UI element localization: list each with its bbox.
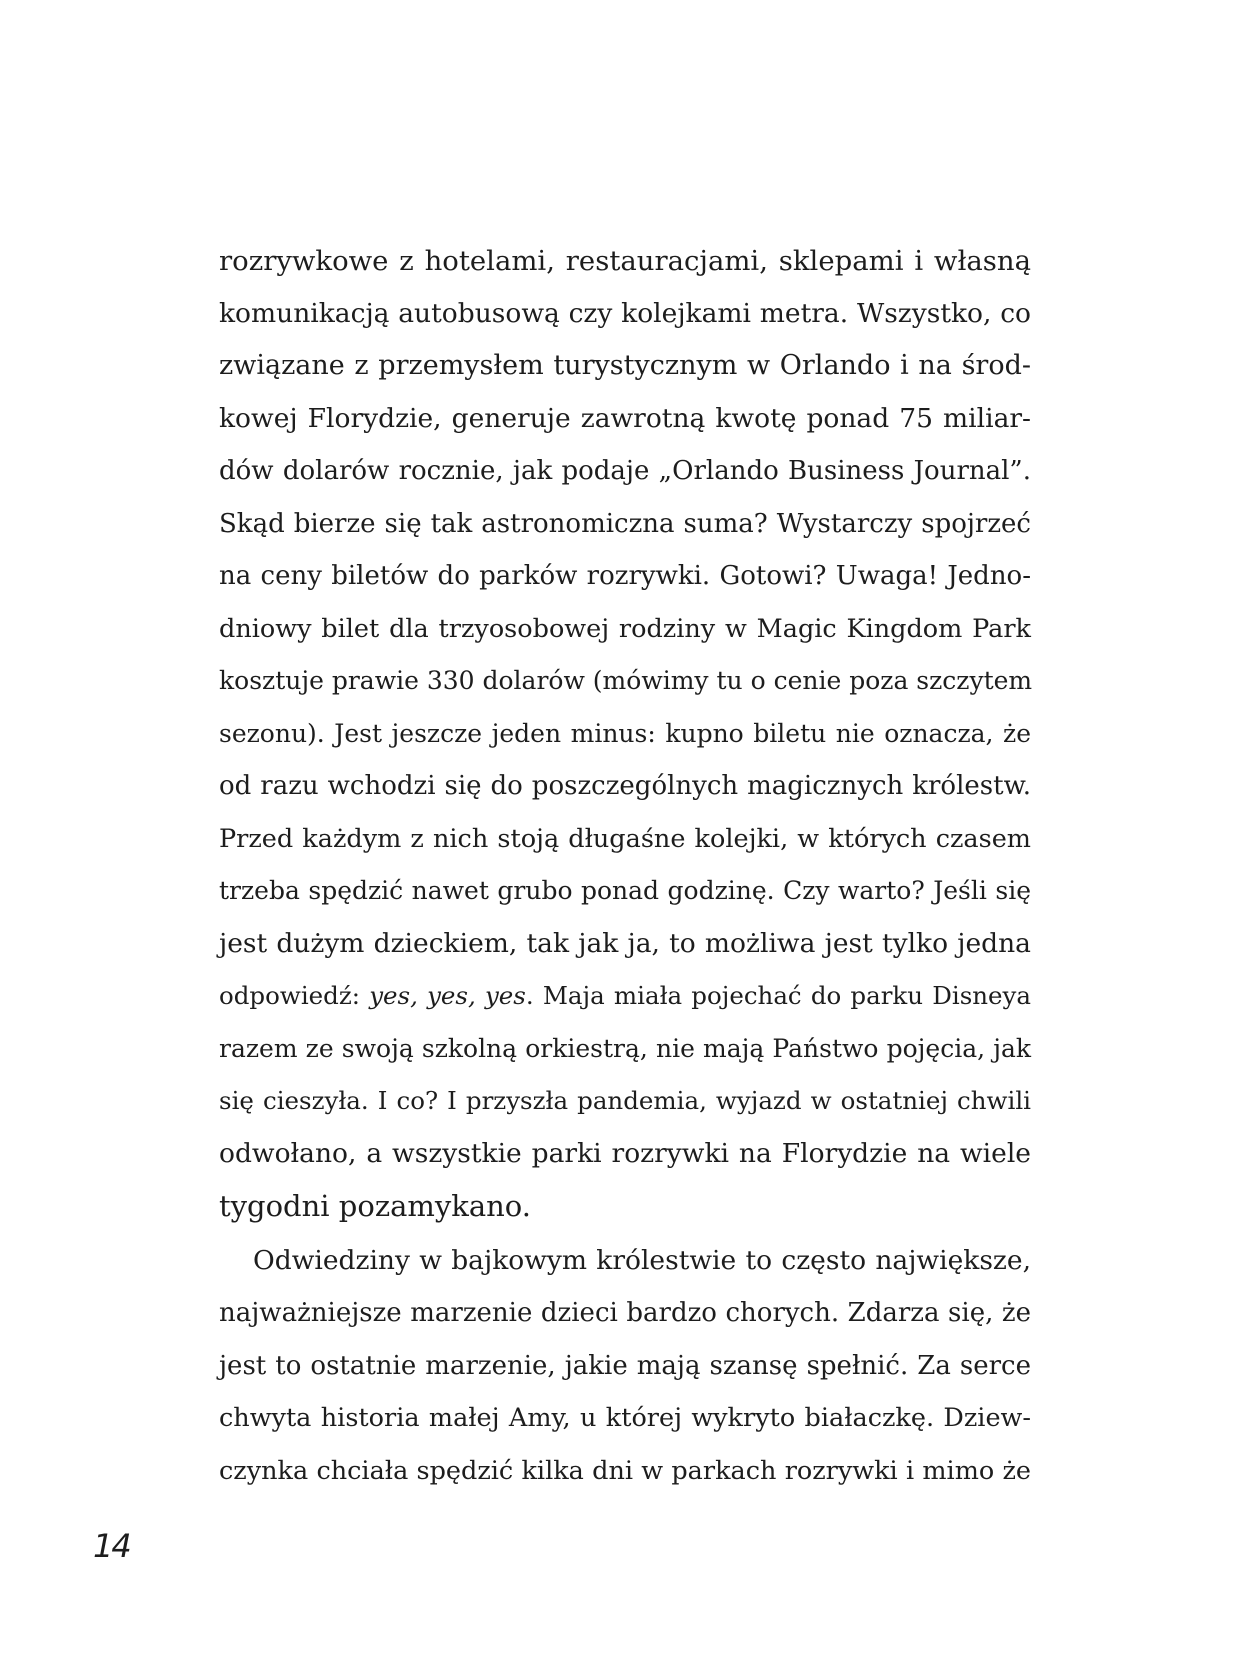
paragraph-1 [219,235,1031,1233]
text-line: czynka chciała spędzić kilka dni w parkach rozrywki i mimo że [219,1455,1031,1486]
text-line: odwołano, a wszystkie parki rozrywki na Florydzie na wiele [219,1137,1031,1169]
text-line: tygodni pozamykano. [219,1189,531,1223]
body-text [219,235,1031,1497]
text-line: na ceny biletów do parków rozrywki. Gotowi? Uwaga! Jedno- [219,561,1031,591]
text-line: kowej Florydzie, generuje zawrotną kwotę ponad 75 miliar- [219,402,1031,434]
text-line: trzeba spędzić nawet grubo ponad godzinę. Czy warto? Jeśli się [219,876,1031,905]
text-line: się cieszyła. I co? I przyszła pandemia, wyjazd w ostatniej chwili [219,1086,1031,1115]
text-line: dniowy bilet dla trzyosobowej rodziny w Magic Kingdom Park [219,613,1031,644]
text-line: chwyta historia małej Amy, u której wykryto białaczkę. Dziew- [219,1403,1031,1433]
text-line: odpowiedź: yes, yes, yes. Maja miała pojechać do parku Disneya [219,981,1032,1010]
emphasis-text: yes, yes, yes [369,981,526,1010]
text-line: komunikacją autobusową czy kolejkami metra. Wszystko, co [219,297,1031,329]
page-number: 14 [93,1527,130,1565]
text-line: razem ze swoją szkolną orkiestrą, nie mają Państwo pojęcia, jak [219,1033,1031,1063]
text-line: Skąd bierze się tak astronomiczna suma? Wystarczy spojrzeć [219,508,1031,539]
text-line: sezonu). Jest jeszcze jeden minus: kupno biletu nie oznacza, że [219,718,1031,748]
paragraph-2 [219,1235,1031,1498]
text-line: od razu wchodzi się do poszczególnych magicznych królestw. [219,771,1031,801]
text-line: rozrywkowe z hotelami, restauracjami, sklepami i własną [219,245,1031,277]
text-line: związane z przemysłem turystycznym w Orlando i na środ- [219,350,1031,381]
text-line: Przed każdym z nich stoją długaśne kolejki, w których czasem [219,823,1031,854]
text-line: dów dolarów rocznie, jak podaje „Orlando Business Journal”. [219,456,1031,486]
text-line: jest dużym dzieckiem, tak jak ja, to możliwa jest tylko jedna [219,927,1031,959]
text-line: Odwiedziny w bajkowym królestwie to często największe, [253,1244,1031,1276]
text-line: jest to ostatnie marzenie, jakie mają szansę spełnić. Za serce [219,1350,1031,1381]
text-line: najważniejsze marzenie dzieci bardzo chorych. Zdarza się, że [219,1298,1031,1328]
text-line: kosztuje prawie 330 dolarów (mówimy tu o cenie poza szczytem [219,666,1033,695]
